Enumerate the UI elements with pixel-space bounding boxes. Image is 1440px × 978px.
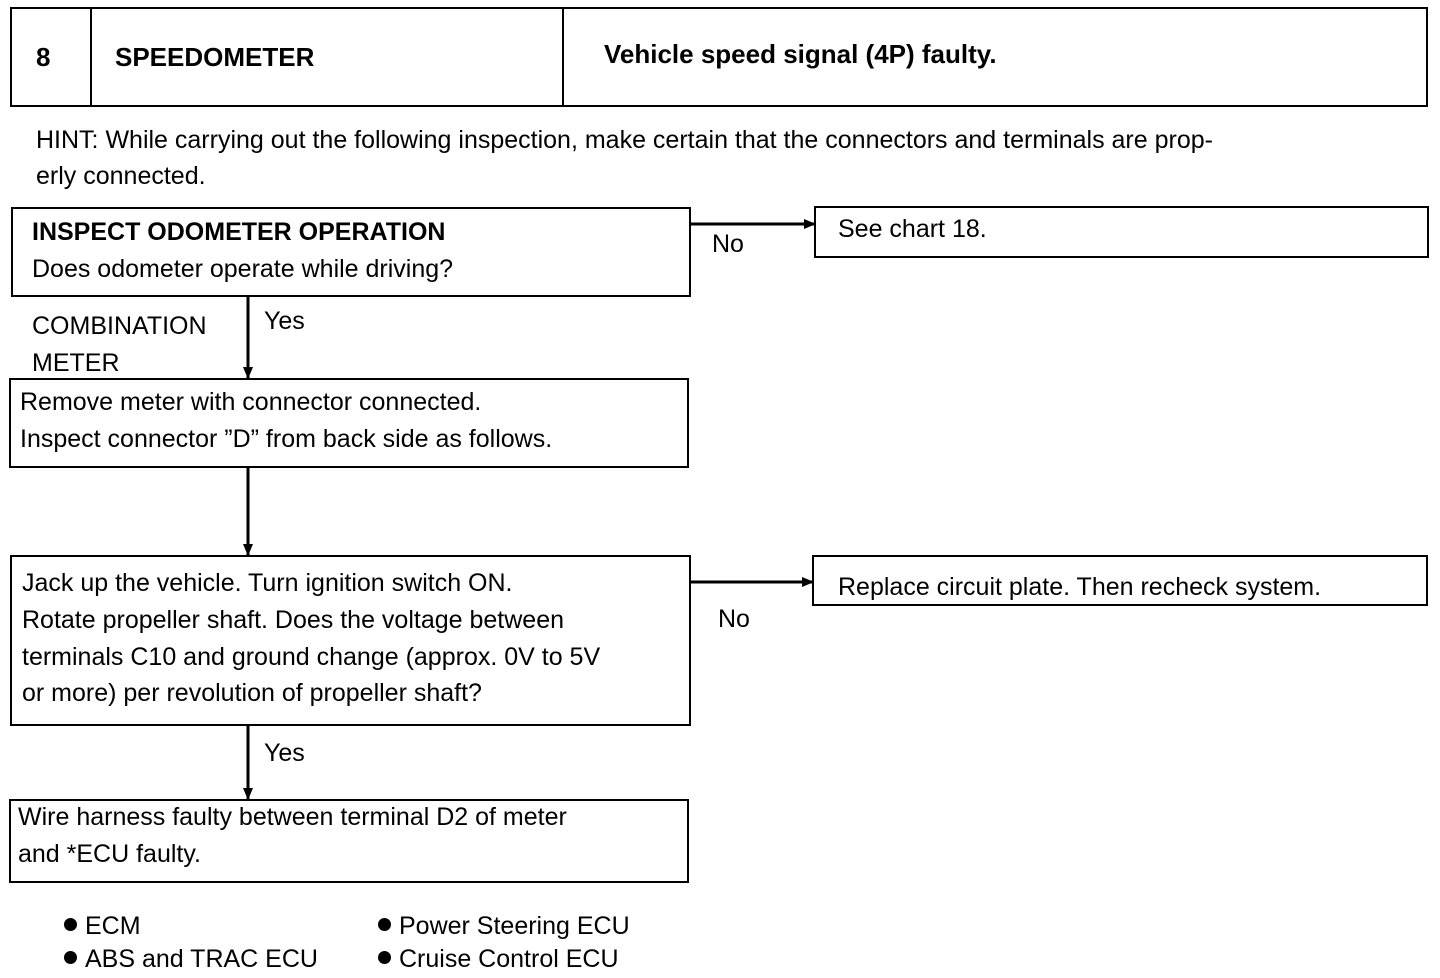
hint-line-1: HINT: While carrying out the following inspection, make certain that the connectors and terminals are prop- xyxy=(36,126,1213,154)
bullet-icon xyxy=(64,918,77,931)
see-chart-text: See chart 18. xyxy=(838,215,987,243)
branch-yes-label-2: Yes xyxy=(264,739,305,767)
jack-up-line-1: Jack up the vehicle. Turn ignition switch ON. xyxy=(22,569,513,597)
jack-up-box xyxy=(10,555,691,726)
hint-line-2: erly connected. xyxy=(36,162,206,190)
remove-meter-line-1: Remove meter with connector connected. xyxy=(20,388,482,416)
inspect-odometer-question: Does odometer operate while driving? xyxy=(32,255,454,283)
header-description: Vehicle speed signal (4P) faulty. xyxy=(604,39,997,69)
branch-no-label-2: No xyxy=(718,605,750,633)
jack-up-line-3: terminals C10 and ground change (approx. 0V to 5V xyxy=(22,643,601,671)
ecu-list-item: ECM xyxy=(64,912,141,941)
header-title: SPEEDOMETER xyxy=(115,42,315,72)
wire-harness-line-1: Wire harness faulty between terminal D2 of meter xyxy=(18,803,567,831)
jack-up-line-2: Rotate propeller shaft. Does the voltage between xyxy=(22,606,565,634)
inspect-odometer-box xyxy=(11,207,691,297)
ecu-list-item: ABS and TRAC ECU xyxy=(64,945,318,974)
wire-harness-box xyxy=(9,799,689,883)
ecu-list-item: Power Steering ECU xyxy=(378,912,630,941)
component-label-line-2: METER xyxy=(32,349,120,377)
see-chart-box xyxy=(814,206,1429,258)
replace-plate-box xyxy=(812,555,1428,606)
wire-harness-line-2: and *ECU faulty. xyxy=(18,840,201,868)
component-label-line-1: COMBINATION xyxy=(32,312,207,340)
bullet-icon xyxy=(64,951,77,964)
replace-plate-text: Replace circuit plate. Then recheck system. xyxy=(838,573,1322,601)
jack-up-line-4: or more) per revolution of propeller shaft? xyxy=(22,679,482,707)
branch-no-label-1: No xyxy=(712,230,744,258)
remove-meter-line-2: Inspect connector ”D” from back side as follows. xyxy=(20,425,553,453)
remove-meter-box xyxy=(9,378,689,468)
header-number: 8 xyxy=(36,42,51,72)
bullet-icon xyxy=(378,918,391,931)
inspect-odometer-title: INSPECT ODOMETER OPERATION xyxy=(32,218,446,246)
ecu-list-item: Cruise Control ECU xyxy=(378,945,619,974)
bullet-icon xyxy=(378,951,391,964)
branch-yes-label-1: Yes xyxy=(264,307,305,335)
